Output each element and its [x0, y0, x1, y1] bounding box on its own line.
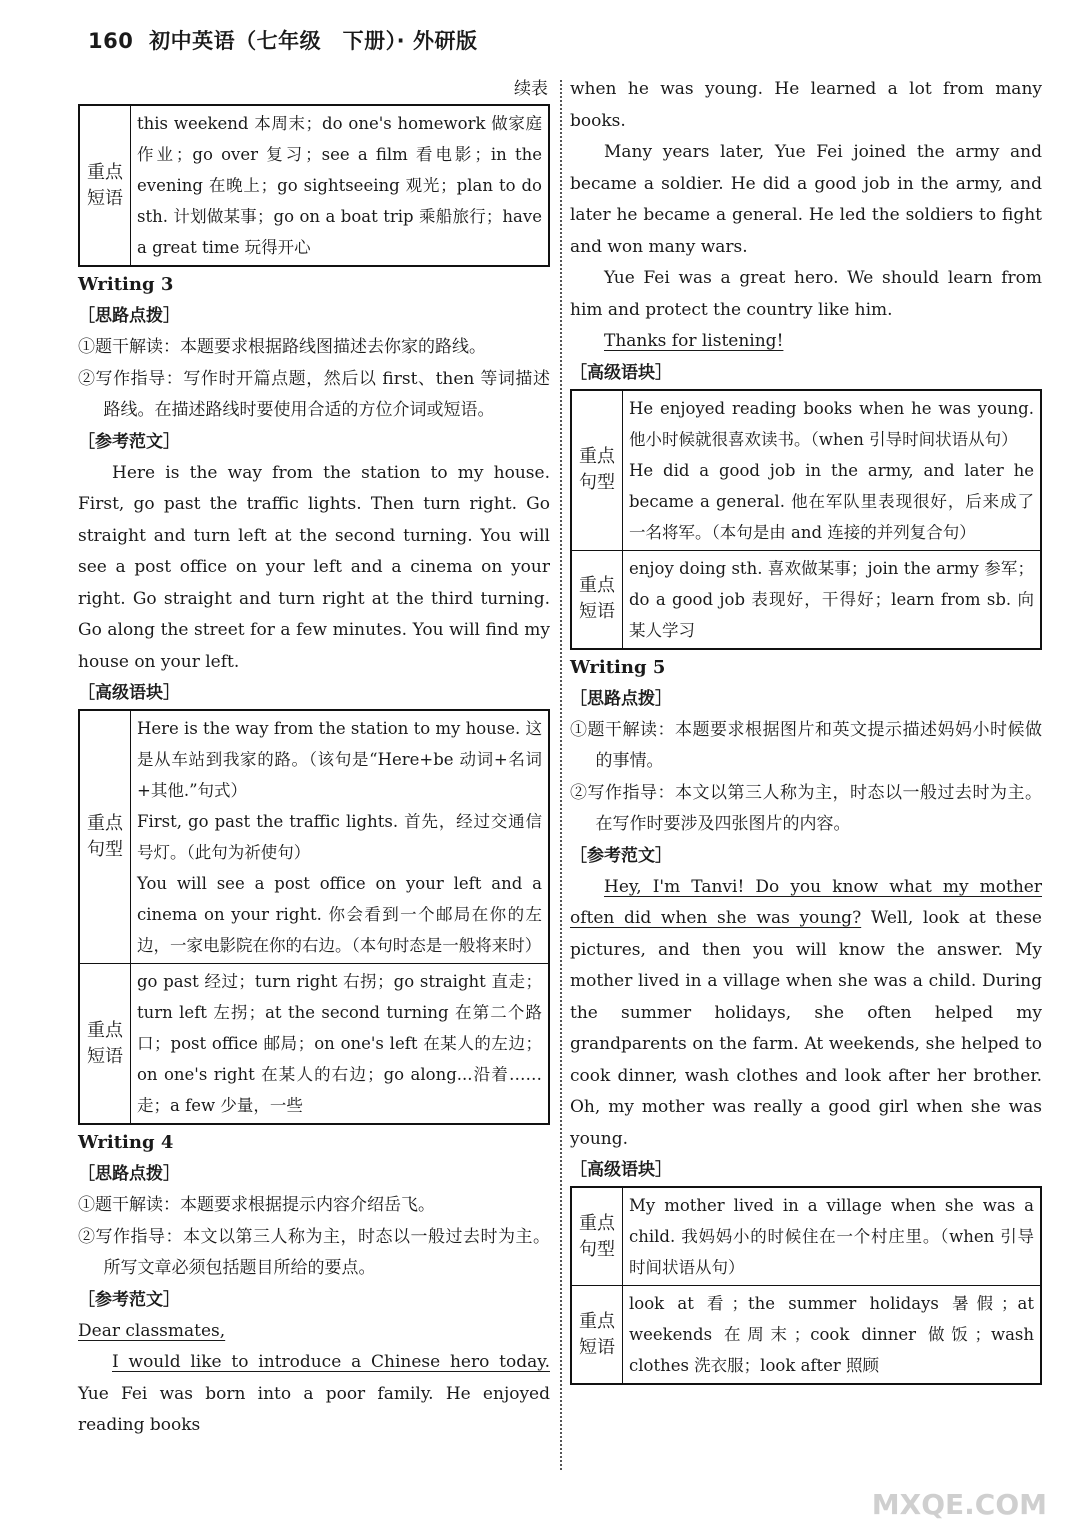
- guidance-point: ②写作指导：本文以第三人称为主，时态以一般过去时为主。所写文章必须包括题目所给的要点。: [78, 1226, 550, 1278]
- continued-label: 续表: [514, 79, 548, 99]
- section-heading: ［参考范文］: [78, 1289, 180, 1310]
- greeting-text: Dear classmates,: [78, 1320, 226, 1341]
- table-content: go past 经过；turn right 右拐；go straight 直走；turn left 左拐；at the second turning 在第二个路口；post office 邮局；on one's left 在某人的左边；on one's right 在某人的右边；go along...沿着……走；a few 少量，一些: [131, 964, 550, 1125]
- table-content: this weekend 本周末；do one's homework 做家庭作业；go over 复习；see a film 看电影；in the evening 在晚上；go sightseeing 观光；plan to do sth. 计划做某事；go on a boat trip 乘船旅行；have a great time 玩得开心: [131, 105, 550, 266]
- table-content: [131, 710, 550, 964]
- advanced-chunks-table: [570, 1186, 1042, 1385]
- section-heading: ［思路点拨］: [570, 688, 672, 709]
- letter-greeting: [78, 1316, 550, 1348]
- sample-essay: Here is the way from the station to my house. First, go past the traffic lights. Then turn right. Go straight and turn left at the second turning. You will see a post office on your left and a cinema on your right. Go straight and turn right at the third turning. Go along the street for a few minutes. You will find my house on your left.: [78, 462, 550, 672]
- section-heading: ［思路点拨］: [78, 1164, 180, 1184]
- writing-5-title: Writing 5: [570, 656, 666, 678]
- section-heading: ［高级语块］: [78, 683, 180, 703]
- sentence-pattern: He did a good job in the army, and later he became a general. 他在军队里表现很好，后来成了一名将军。（本句是由 and 连接的并列复合句）: [629, 460, 1034, 542]
- essay-closing: [570, 326, 1042, 358]
- table-content: enjoy doing sth. 喜欢做某事；join the army 参军；do a good job 表现好，干得好；learn from sb. 向某人学习: [623, 550, 1042, 649]
- section-heading: ［参考范文］: [570, 845, 672, 866]
- sentence-pattern: First, go past the traffic lights. 首先，经过交通信号灯。（此句为祈使句）: [137, 812, 542, 862]
- sentence-pattern: He enjoyed reading books when he was young. 他小时候就很喜欢读书。（when 引导时间状语从句）: [629, 398, 1034, 449]
- watermark: MXQE.COM: [871, 1488, 1047, 1521]
- table-label: 重点短语: [571, 1286, 623, 1385]
- column-divider: [560, 80, 562, 1470]
- table-label: 重点短语: [79, 105, 131, 266]
- guidance-point: ②写作指导：本文以第三人称为主，时态以一般过去时为主。在写作时要涉及四张图片的内容。: [570, 782, 1042, 834]
- sample-essay: [570, 872, 1042, 1156]
- table-label: 重点短语: [79, 964, 131, 1125]
- section-heading: ［高级语块］: [570, 362, 672, 383]
- advanced-chunks-table: [78, 709, 550, 1125]
- page-header: [88, 26, 477, 56]
- book-title: 初中英语（七年级 下册）· 外研版: [149, 29, 478, 53]
- essay-rest: Well, look at these pictures, and then you will know the answer. My mother lived in a village when she was a child. During the summer holidays, she often helped my grandparents on the farm. At weekends, she helped to cook dinner, wash clothes and look after her brother. Oh, my mother was really a good girl when she was young.: [570, 908, 1042, 1149]
- table-content: My mother lived in a village when she was a child. 我妈妈小的时候住在一个村庄里。（when 引导时间状语从句）: [623, 1187, 1042, 1286]
- closing-text: Thanks for listening!: [604, 331, 784, 351]
- phrase-table-top: [78, 104, 550, 267]
- writing-4-title: Writing 4: [78, 1132, 174, 1153]
- table-label: 重点短语: [571, 550, 623, 649]
- writing-3-title: Writing 3: [78, 274, 174, 295]
- advanced-chunks-table: [570, 389, 1042, 650]
- table-content: look at 看；the summer holidays 暑假；at weekends 在周末；cook dinner 做饭；wash clothes 洗衣服；look after 照顾: [623, 1286, 1042, 1385]
- analysis-point: ①题干解读：本题要求根据路线图描述去你家的路线。: [78, 337, 486, 357]
- table-label: 重点句型: [571, 1187, 623, 1286]
- essay-intro: [78, 1347, 550, 1442]
- essay-paragraph: Many years later, Yue Fei joined the army and became a soldier. He did a good job in the army, and later he became a general. He led the soldiers to fight and won many wars.: [570, 142, 1042, 257]
- left-column: [78, 74, 550, 1442]
- intro-underlined: I would like to introduce a Chinese hero today.: [112, 1352, 550, 1372]
- table-label: 重点句型: [571, 390, 623, 551]
- table-content: [623, 390, 1042, 551]
- sentence-pattern: You will see a post office on your left and a cinema on your right. 你会看到一个邮局在你的左边，一家电影院在你的右边。（本句时态是一般将来时）: [137, 874, 542, 955]
- page-number: 160: [88, 29, 134, 53]
- section-heading: ［高级语块］: [570, 1160, 672, 1180]
- essay-paragraph: Yue Fei was a great hero. We should learn from him and protect the country like him.: [570, 268, 1042, 320]
- analysis-point: ①题干解读：本题要求根据提示内容介绍岳飞。: [78, 1195, 435, 1215]
- right-column: [570, 74, 1042, 1385]
- section-heading: ［参考范文］: [78, 431, 180, 452]
- essay-underlined: Hey, I'm Tanvi! Do you know what my mother often did when she was young?: [570, 876, 1042, 928]
- analysis-point: ①题干解读：本题要求根据图片和英文提示描述妈妈小时候做的事情。: [570, 719, 1042, 771]
- intro-rest: Yue Fei was born into a poor family. He enjoyed reading books: [78, 1383, 550, 1435]
- essay-continued: when he was young. He learned a lot from many books.: [570, 79, 1042, 131]
- guidance-point: ②写作指导：写作时开篇点题，然后以 first、then 等词描述路线。在描述路线时要使用合适的方位介词或短语。: [78, 368, 550, 420]
- table-label: 重点句型: [79, 710, 131, 964]
- sentence-pattern: Here is the way from the station to my house. 这是从车站到我家的路。（该句是“Here+be 动词+名词+其他.”句式）: [137, 719, 542, 800]
- section-heading: ［思路点拨］: [78, 306, 180, 326]
